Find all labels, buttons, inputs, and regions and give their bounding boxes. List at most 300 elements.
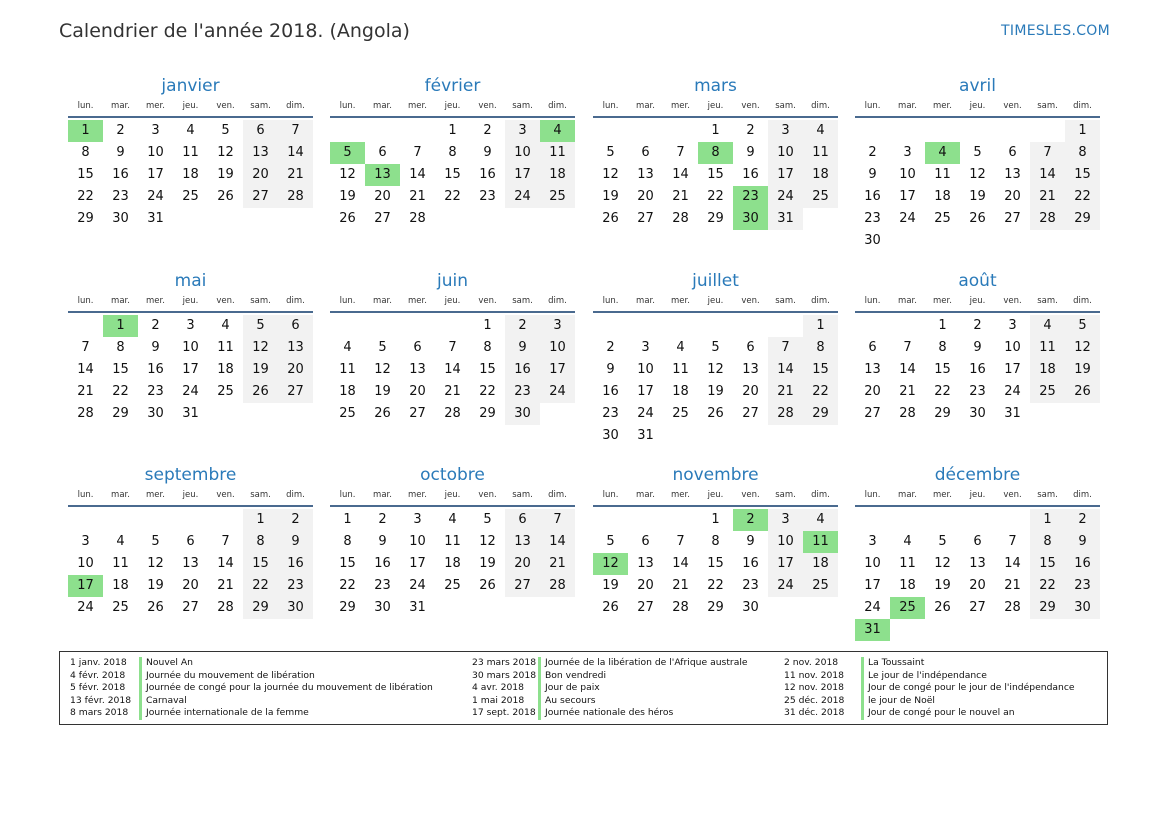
day-cell: 18 xyxy=(1030,359,1065,381)
day-cell: 31 xyxy=(637,428,654,443)
month-name: juillet xyxy=(692,271,739,291)
weekday-label: sam. xyxy=(775,101,796,111)
day-cell: 24 xyxy=(637,406,654,421)
month-9 xyxy=(68,463,313,619)
day-cell: 23 xyxy=(278,575,313,597)
weekday-label: mar. xyxy=(898,101,917,111)
day-cell: 25 xyxy=(112,600,129,615)
weekday-label: dim. xyxy=(811,296,830,306)
month-12 xyxy=(855,463,1100,641)
day-cell: 1 xyxy=(938,318,947,333)
day-cell: 11 xyxy=(444,534,461,549)
days-grid xyxy=(855,509,1100,641)
weekday-label: dim. xyxy=(811,490,830,500)
day-cell: 22 xyxy=(803,381,838,403)
holiday-date: 13 févr. 2018 xyxy=(70,695,142,708)
weekday-label: mer. xyxy=(933,490,952,500)
day-cell: 21 xyxy=(672,189,689,204)
day-cell: 17 xyxy=(768,553,803,575)
month-10 xyxy=(330,463,575,619)
empty-cell xyxy=(960,509,995,531)
day-cell: 10 xyxy=(182,340,199,355)
weekday-label: jeu. xyxy=(707,101,724,111)
day-cell: 20 xyxy=(409,384,426,399)
day-cell: 21 xyxy=(899,384,916,399)
days-grid xyxy=(855,120,1100,252)
day-cell: 7 xyxy=(676,145,685,160)
day-cell: 29 xyxy=(243,597,278,619)
month-1 xyxy=(68,74,313,230)
month-4 xyxy=(855,74,1100,252)
day-cell: 9 xyxy=(483,145,492,160)
empty-cell xyxy=(68,509,103,531)
day-cell: 14 xyxy=(217,556,234,571)
month-name: novembre xyxy=(672,465,759,485)
weekday-label: jeu. xyxy=(707,296,724,306)
day-cell: 28 xyxy=(672,211,689,226)
day-cell: 15 xyxy=(934,362,951,377)
day-cell: 9 xyxy=(378,534,387,549)
empty-cell xyxy=(855,120,890,142)
weekday-label: ven. xyxy=(1003,101,1022,111)
legend-row xyxy=(784,695,1075,708)
day-cell: 15 xyxy=(243,553,278,575)
day-cell: 20 xyxy=(864,384,881,399)
weekday-label: sam. xyxy=(250,101,271,111)
weekday-label: jeu. xyxy=(969,101,986,111)
holiday-day-cell: 2 xyxy=(733,509,768,531)
empty-cell xyxy=(435,315,470,337)
weekday-label: lun. xyxy=(602,101,619,111)
days-grid xyxy=(68,120,313,230)
day-cell: 9 xyxy=(746,145,755,160)
day-cell: 9 xyxy=(1065,531,1100,553)
weekday-label: jeu. xyxy=(707,490,724,500)
day-cell: 27 xyxy=(864,406,881,421)
day-cell: 26 xyxy=(217,189,234,204)
day-cell: 13 xyxy=(243,142,278,164)
month-name: mai xyxy=(174,271,207,291)
day-cell: 29 xyxy=(112,406,129,421)
day-cell: 4 xyxy=(803,509,838,531)
empty-cell xyxy=(1030,120,1065,142)
day-cell: 7 xyxy=(676,534,685,549)
day-cell: 4 xyxy=(903,534,912,549)
site-brand-link[interactable]: TIMESLES.COM xyxy=(1001,23,1110,39)
empty-cell xyxy=(960,120,995,142)
day-cell: 27 xyxy=(409,406,426,421)
day-cell: 28 xyxy=(217,600,234,615)
empty-cell xyxy=(330,120,365,142)
weekday-label: mar. xyxy=(373,296,392,306)
weekday-label: dim. xyxy=(548,490,567,500)
day-cell: 27 xyxy=(742,406,759,421)
day-cell: 27 xyxy=(1004,211,1021,226)
day-cell: 5 xyxy=(711,340,720,355)
day-cell: 26 xyxy=(147,600,164,615)
holiday-date: 1 mai 2018 xyxy=(472,695,541,708)
day-cell: 12 xyxy=(339,167,356,182)
legend-row xyxy=(472,695,748,708)
empty-cell xyxy=(138,509,173,531)
day-cell: 12 xyxy=(602,167,619,182)
day-cell: 6 xyxy=(1008,145,1017,160)
holiday-name: Journée de la libération de l'Afrique australe xyxy=(545,657,748,668)
legend-row xyxy=(70,657,433,670)
day-cell: 24 xyxy=(540,381,575,403)
day-cell: 15 xyxy=(444,167,461,182)
day-cell: 20 xyxy=(505,553,540,575)
day-cell: 3 xyxy=(413,512,422,527)
weekday-label: mar. xyxy=(373,101,392,111)
weekday-label: sam. xyxy=(1037,296,1058,306)
day-cell: 28 xyxy=(899,406,916,421)
day-cell: 22 xyxy=(707,578,724,593)
day-cell: 5 xyxy=(243,315,278,337)
month-2 xyxy=(330,74,575,230)
day-cell: 28 xyxy=(444,406,461,421)
weekday-label: mar. xyxy=(111,490,130,500)
day-cell: 13 xyxy=(1004,167,1021,182)
weekday-header xyxy=(330,98,575,118)
day-cell: 14 xyxy=(899,362,916,377)
day-cell: 5 xyxy=(606,145,615,160)
holiday-day-cell: 25 xyxy=(890,597,925,619)
day-cell: 7 xyxy=(448,340,457,355)
day-cell: 3 xyxy=(768,509,803,531)
day-cell: 26 xyxy=(602,211,619,226)
legend-row xyxy=(472,670,748,683)
weekday-label: ven. xyxy=(1003,296,1022,306)
empty-cell xyxy=(593,315,628,337)
weekday-label: dim. xyxy=(286,296,305,306)
day-cell: 12 xyxy=(934,556,951,571)
day-cell: 18 xyxy=(540,164,575,186)
day-cell: 22 xyxy=(934,384,951,399)
day-cell: 30 xyxy=(602,428,619,443)
legend-column xyxy=(784,657,1075,720)
day-cell: 31 xyxy=(182,406,199,421)
day-cell: 16 xyxy=(742,556,759,571)
day-cell: 25 xyxy=(1030,381,1065,403)
month-6 xyxy=(330,269,575,425)
day-cell: 15 xyxy=(1065,164,1100,186)
days-grid xyxy=(68,509,313,619)
day-cell: 1 xyxy=(711,512,720,527)
day-cell: 31 xyxy=(1004,406,1021,421)
day-cell: 13 xyxy=(409,362,426,377)
day-cell: 23 xyxy=(505,381,540,403)
day-cell: 24 xyxy=(1004,384,1021,399)
weekday-label: dim. xyxy=(548,101,567,111)
day-cell: 3 xyxy=(1008,318,1017,333)
weekday-label: ven. xyxy=(216,296,235,306)
weekday-label: mar. xyxy=(898,490,917,500)
day-cell: 2 xyxy=(1065,509,1100,531)
day-cell: 8 xyxy=(116,340,125,355)
day-cell: 9 xyxy=(116,145,125,160)
holiday-name: Journée de congé pour la journée du mouvement de libération xyxy=(146,682,433,694)
day-cell: 14 xyxy=(77,362,94,377)
weekday-label: jeu. xyxy=(444,296,461,306)
weekday-label: ven. xyxy=(741,296,760,306)
day-cell: 4 xyxy=(116,534,125,549)
day-cell: 2 xyxy=(116,123,125,138)
day-cell: 5 xyxy=(1065,315,1100,337)
weekday-label: mer. xyxy=(408,296,427,306)
day-cell: 11 xyxy=(182,145,199,160)
day-cell: 16 xyxy=(112,167,129,182)
empty-cell xyxy=(733,315,768,337)
day-cell: 10 xyxy=(77,556,94,571)
day-cell: 10 xyxy=(409,534,426,549)
day-cell: 20 xyxy=(243,164,278,186)
day-cell: 26 xyxy=(1065,381,1100,403)
weekday-label: lun. xyxy=(864,296,881,306)
day-cell: 29 xyxy=(707,211,724,226)
holiday-day-cell: 17 xyxy=(68,575,103,597)
day-cell: 6 xyxy=(413,340,422,355)
day-cell: 30 xyxy=(278,597,313,619)
weekday-label: ven. xyxy=(741,490,760,500)
holiday-date: 8 mars 2018 xyxy=(70,707,142,720)
weekday-label: jeu. xyxy=(969,490,986,500)
legend-column xyxy=(472,657,748,720)
day-cell: 21 xyxy=(409,189,426,204)
empty-cell xyxy=(925,509,960,531)
day-cell: 23 xyxy=(864,211,881,226)
day-cell: 16 xyxy=(742,167,759,182)
holiday-date: 12 nov. 2018 xyxy=(784,682,864,695)
weekday-label: jeu. xyxy=(444,490,461,500)
day-cell: 25 xyxy=(934,211,951,226)
day-cell: 22 xyxy=(707,189,724,204)
legend-row xyxy=(70,682,433,695)
day-cell: 6 xyxy=(278,315,313,337)
day-cell: 2 xyxy=(606,340,615,355)
weekday-label: lun. xyxy=(77,296,94,306)
day-cell: 30 xyxy=(147,406,164,421)
day-cell: 4 xyxy=(221,318,230,333)
day-cell: 3 xyxy=(186,318,195,333)
day-cell: 31 xyxy=(409,600,426,615)
day-cell: 16 xyxy=(505,359,540,381)
month-name: septembre xyxy=(144,465,237,485)
day-cell: 7 xyxy=(768,337,803,359)
days-grid xyxy=(330,120,575,230)
days-grid xyxy=(593,120,838,230)
weekday-label: lun. xyxy=(77,490,94,500)
month-name: décembre xyxy=(934,465,1021,485)
day-cell: 23 xyxy=(1065,575,1100,597)
day-cell: 27 xyxy=(969,600,986,615)
holiday-day-cell: 23 xyxy=(733,186,768,208)
empty-cell xyxy=(628,315,663,337)
day-cell: 4 xyxy=(1030,315,1065,337)
legend-row xyxy=(70,695,433,708)
day-cell: 18 xyxy=(182,167,199,182)
day-cell: 23 xyxy=(742,578,759,593)
day-cell: 3 xyxy=(768,120,803,142)
day-cell: 13 xyxy=(864,362,881,377)
day-cell: 24 xyxy=(505,186,540,208)
day-cell: 28 xyxy=(278,186,313,208)
day-cell: 14 xyxy=(768,359,803,381)
day-cell: 18 xyxy=(217,362,234,377)
day-cell: 30 xyxy=(864,233,881,248)
day-cell: 8 xyxy=(938,340,947,355)
weekday-header xyxy=(68,98,313,118)
day-cell: 11 xyxy=(899,556,916,571)
day-cell: 21 xyxy=(540,553,575,575)
day-cell: 10 xyxy=(1004,340,1021,355)
day-cell: 3 xyxy=(505,120,540,142)
day-cell: 16 xyxy=(374,556,391,571)
day-cell: 22 xyxy=(1065,186,1100,208)
day-cell: 11 xyxy=(540,142,575,164)
weekday-header xyxy=(855,293,1100,313)
day-cell: 8 xyxy=(343,534,352,549)
empty-cell xyxy=(663,315,698,337)
day-cell: 9 xyxy=(606,362,615,377)
day-cell: 12 xyxy=(1065,337,1100,359)
day-cell: 31 xyxy=(768,208,803,230)
day-cell: 15 xyxy=(803,359,838,381)
weekday-label: mer. xyxy=(408,101,427,111)
holiday-date: 5 févr. 2018 xyxy=(70,682,142,695)
day-cell: 24 xyxy=(899,211,916,226)
month-name: août xyxy=(958,271,997,291)
holiday-date: 17 sept. 2018 xyxy=(472,707,541,720)
day-cell: 6 xyxy=(973,534,982,549)
day-cell: 2 xyxy=(973,318,982,333)
weekday-label: jeu. xyxy=(182,101,199,111)
empty-cell xyxy=(593,509,628,531)
day-cell: 11 xyxy=(934,167,951,182)
day-cell: 1 xyxy=(243,509,278,531)
empty-cell xyxy=(698,315,733,337)
day-cell: 13 xyxy=(278,337,313,359)
day-cell: 20 xyxy=(278,359,313,381)
month-name: juin xyxy=(437,271,468,291)
day-cell: 9 xyxy=(973,340,982,355)
empty-cell xyxy=(365,120,400,142)
day-cell: 29 xyxy=(934,406,951,421)
holiday-day-cell: 1 xyxy=(103,315,138,337)
day-cell: 3 xyxy=(151,123,160,138)
day-cell: 28 xyxy=(768,403,803,425)
weekday-label: sam. xyxy=(250,296,271,306)
empty-cell xyxy=(208,509,243,531)
weekday-header xyxy=(593,487,838,507)
day-cell: 27 xyxy=(243,186,278,208)
holiday-name: Bon vendredi xyxy=(545,669,607,681)
day-cell: 10 xyxy=(147,145,164,160)
holiday-date: 4 avr. 2018 xyxy=(472,682,541,695)
day-cell: 20 xyxy=(637,189,654,204)
day-cell: 12 xyxy=(243,337,278,359)
day-cell: 21 xyxy=(672,578,689,593)
holiday-date: 4 févr. 2018 xyxy=(70,670,142,683)
day-cell: 15 xyxy=(339,556,356,571)
day-cell: 23 xyxy=(374,578,391,593)
holiday-day-cell: 30 xyxy=(733,208,768,230)
day-cell: 16 xyxy=(278,553,313,575)
empty-cell xyxy=(890,315,925,337)
day-cell: 7 xyxy=(278,120,313,142)
day-cell: 12 xyxy=(479,534,496,549)
holiday-day-cell: 8 xyxy=(698,142,733,164)
day-cell: 7 xyxy=(413,145,422,160)
weekday-header xyxy=(68,487,313,507)
day-cell: 14 xyxy=(672,167,689,182)
day-cell: 6 xyxy=(868,340,877,355)
day-cell: 24 xyxy=(77,600,94,615)
day-cell: 22 xyxy=(339,578,356,593)
day-cell: 19 xyxy=(339,189,356,204)
empty-cell xyxy=(995,120,1030,142)
day-cell: 26 xyxy=(243,381,278,403)
day-cell: 2 xyxy=(278,509,313,531)
day-cell: 4 xyxy=(343,340,352,355)
day-cell: 21 xyxy=(768,381,803,403)
day-cell: 5 xyxy=(221,123,230,138)
weekday-label: dim. xyxy=(811,101,830,111)
day-cell: 25 xyxy=(540,186,575,208)
day-cell: 13 xyxy=(637,167,654,182)
day-cell: 17 xyxy=(505,164,540,186)
day-cell: 8 xyxy=(1065,142,1100,164)
legend-row xyxy=(784,670,1075,683)
day-cell: 10 xyxy=(505,142,540,164)
weekday-label: lun. xyxy=(339,296,356,306)
day-cell: 31 xyxy=(147,211,164,226)
weekday-label: jeu. xyxy=(444,101,461,111)
day-cell: 17 xyxy=(899,189,916,204)
day-cell: 20 xyxy=(374,189,391,204)
holiday-date: 25 déc. 2018 xyxy=(784,695,864,708)
empty-cell xyxy=(995,509,1030,531)
day-cell: 24 xyxy=(182,384,199,399)
holiday-day-cell: 1 xyxy=(68,120,103,142)
day-cell: 17 xyxy=(864,578,881,593)
holiday-date: 30 mars 2018 xyxy=(472,670,541,683)
day-cell: 28 xyxy=(540,575,575,597)
day-cell: 2 xyxy=(151,318,160,333)
day-cell: 4 xyxy=(676,340,685,355)
day-cell: 16 xyxy=(969,362,986,377)
day-cell: 26 xyxy=(707,406,724,421)
day-cell: 29 xyxy=(1030,597,1065,619)
day-cell: 22 xyxy=(112,384,129,399)
empty-cell xyxy=(628,120,663,142)
holiday-date: 1 janv. 2018 xyxy=(70,657,142,670)
day-cell: 10 xyxy=(864,556,881,571)
day-cell: 26 xyxy=(969,211,986,226)
day-cell: 24 xyxy=(864,600,881,615)
empty-cell xyxy=(173,509,208,531)
day-cell: 12 xyxy=(707,362,724,377)
day-cell: 18 xyxy=(803,553,838,575)
day-cell: 18 xyxy=(934,189,951,204)
holiday-legend xyxy=(59,651,1108,725)
day-cell: 5 xyxy=(378,340,387,355)
month-name: mars xyxy=(694,76,737,96)
day-cell: 27 xyxy=(637,211,654,226)
day-cell: 26 xyxy=(934,600,951,615)
day-cell: 6 xyxy=(243,120,278,142)
day-cell: 11 xyxy=(672,362,689,377)
